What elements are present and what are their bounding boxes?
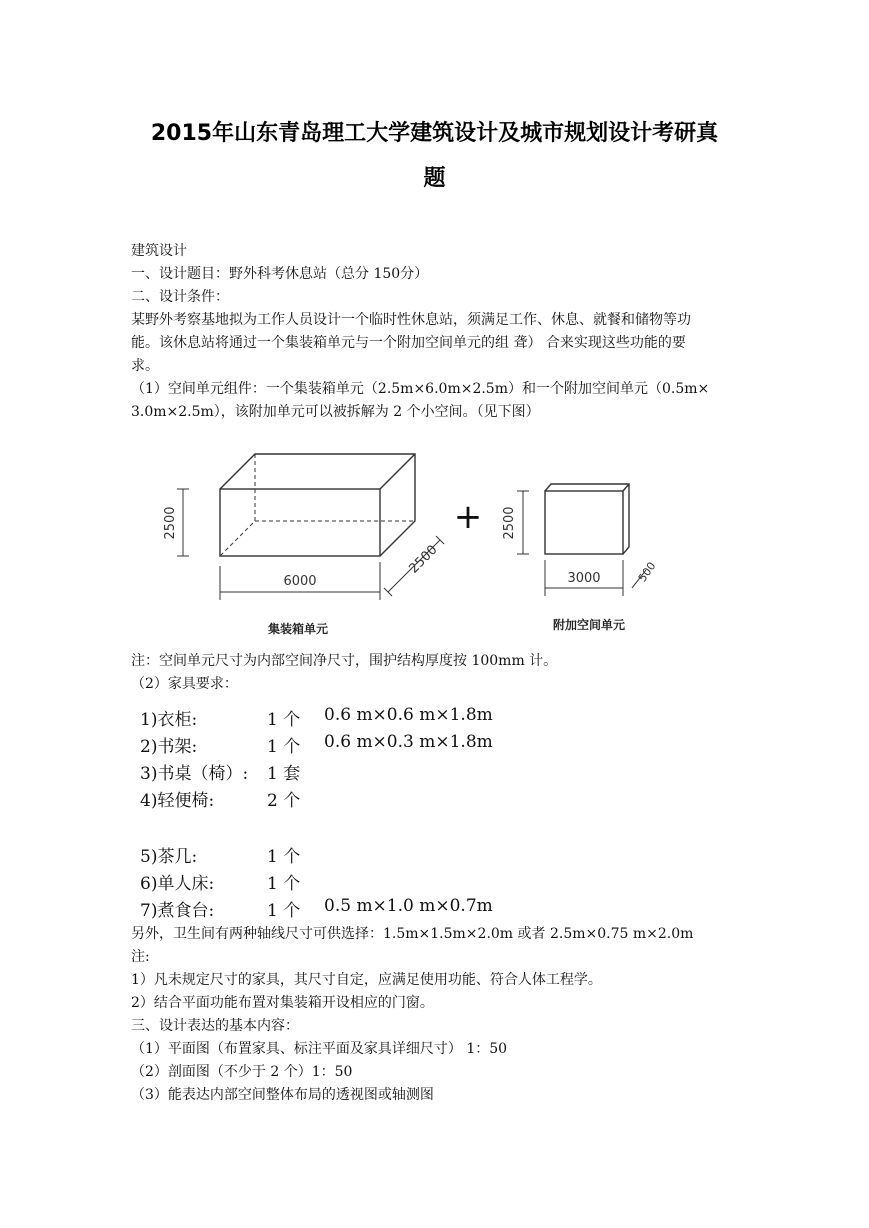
furniture-qty: 1 个 [267, 874, 301, 894]
intro-section [131, 240, 751, 424]
paragraph-line: 某野外考察基地拟为工作人员设计一个临时性休息站，须满足工作、休息、就餐和储物等功 [131, 312, 691, 328]
furniture-size: 0.6 m×0.6 m×1.8m [324, 705, 493, 725]
furniture-name: 2)书架: [140, 737, 198, 757]
furniture-qty: 1 个 [267, 901, 301, 921]
furniture-heading: （2）家具要求： [131, 676, 238, 692]
furniture-qty: 1 个 [267, 710, 301, 730]
furniture-name: 1)衣柜: [140, 710, 198, 730]
expression-item: （2）剖面图（不少于 2 个）1：50 [131, 1064, 353, 1080]
requirements-section [131, 923, 751, 1107]
furniture-qty: 1 个 [267, 847, 301, 867]
container-front-face [220, 489, 380, 556]
container-hidden-edges [220, 454, 255, 556]
unit-diagram-svg [150, 442, 670, 642]
furniture-name: 5)茶几: [140, 847, 198, 867]
note-item: 2）结合平面功能布置对集装箱开设相应的门窗。 [131, 995, 434, 1011]
furniture-qty: 2 个 [267, 791, 301, 811]
design-conditions-heading: 二、设计条件： [131, 289, 229, 305]
note-item: 1）凡未规定尺寸的家具，其尺寸自定，应满足使用功能、符合人体工程学。 [131, 972, 602, 988]
document-title-line-1: 2015年山东青岛理工大学建筑设计及城市规划设计考研真 [150, 121, 719, 146]
section-heading: 建筑设计 [131, 243, 187, 259]
plus-sign: + [453, 497, 483, 537]
expression-heading: 三、设计表达的基本内容： [131, 1018, 299, 1034]
furniture-size: 0.5 m×1.0 m×0.7m [324, 896, 493, 916]
bathroom-options: 另外，卫生间有两种轴线尺寸可供选择：1.5m×1.5m×2.0m 或者 2.5m×0.75 m×2.0m [131, 926, 694, 942]
container-top-right-edge [380, 454, 415, 489]
annex-caption: 附加空间单元 [552, 618, 626, 632]
dimension-note: 注：空间单元尺寸为内部空间净尺寸，围护结构厚度按 100mm 计。 [131, 653, 558, 669]
document-title-line-2: 题 [423, 166, 446, 191]
paragraph-line: 求。 [131, 358, 159, 374]
design-topic: 一、设计题目：野外科考休息站（总分 150分） [131, 266, 429, 282]
container-caption: 集装箱单元 [267, 622, 329, 636]
expression-item: （1）平面图（布置家具、标注平面及家具详细尺寸） 1：50 [131, 1041, 508, 1057]
furniture-qty: 1 个 [267, 737, 301, 757]
notes-section [131, 650, 751, 696]
paragraph-line: （1）空间单元组件：一个集装箱单元（2.5m×6.0m×2.5m）和一个附加空间单元（0.5m× [131, 381, 710, 397]
note-heading: 注: [131, 949, 150, 965]
container-back-edges [220, 454, 415, 556]
furniture-name: 6)单人床: [140, 874, 215, 894]
paragraph-line: 能。该休息站将通过一个集装箱单元与一个附加空间单元的组 聋） 合来实现这些功能的要 [131, 335, 686, 351]
furniture-qty: 1 套 [267, 764, 301, 784]
expression-item: （3）能表达内部空间整体布局的透视图或轴测图 [131, 1087, 434, 1103]
furniture-name: 3)书桌（椅）: [140, 764, 249, 784]
annex-front-face [545, 491, 623, 554]
furniture-name: 7)煮食台: [140, 901, 215, 921]
annex-height-label: 2500 [502, 506, 517, 540]
container-length-label: 6000 [283, 574, 317, 589]
container-height-label: 2500 [163, 506, 178, 540]
paragraph-line: 3.0m×2.5m），该附加单元可以被拆解为 2 个小空间。（见下图） [131, 404, 540, 420]
furniture-size: 0.6 m×0.3 m×1.8m [324, 732, 493, 752]
furniture-name: 4)轻便椅: [140, 791, 215, 811]
unit-diagram [150, 442, 670, 642]
annex-length-label: 3000 [567, 571, 601, 586]
annex-depth-label: 500 [635, 559, 659, 585]
annex-back-edges [545, 484, 629, 554]
container-depth-label: 2500 [406, 542, 441, 577]
